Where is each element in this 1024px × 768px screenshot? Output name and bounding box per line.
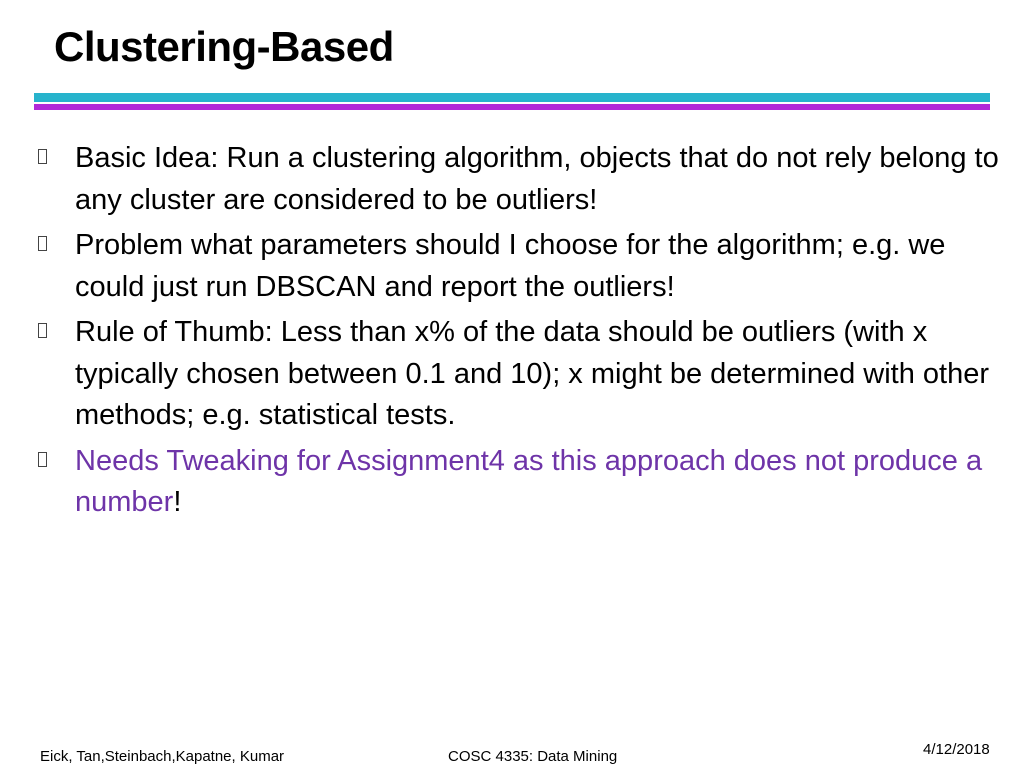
footer-course: COSC 4335: Data Mining [448, 748, 618, 765]
bullet-item [34, 312, 1002, 437]
bullet-box-icon [38, 452, 47, 467]
bullet-box-icon [38, 236, 47, 251]
bullet-item [34, 138, 1002, 221]
bullet-tail-text: ! [173, 486, 182, 518]
bullet-text: Basic Idea: Run a clustering algorithm, objects that do not rely belong to any cluster are considered to be outliers! [75, 142, 999, 216]
bullet-list [34, 138, 1002, 528]
footer-date: 4/12/2018 [923, 741, 990, 758]
bullet-text: Rule of Thumb: Less than x% of the data should be outliers (with x typically chosen between 0.1 and 10); x might be determined with other methods; e.g. statistical tests. [75, 316, 990, 431]
title-rule-bottom [34, 104, 990, 110]
slide-title: Clustering-Based [54, 23, 394, 70]
title-rule-top [34, 93, 990, 102]
bullet-highlight-text: Needs Tweaking for Assignment4 as this approach does not produce a number [75, 444, 983, 518]
bullet-item [34, 441, 1002, 524]
bullet-box-icon [38, 149, 47, 164]
footer-authors: Eick, Tan,Steinbach,Kapatne, Kumar [40, 748, 285, 765]
bullet-box-icon [38, 323, 47, 338]
bullet-text: Problem what parameters should I choose for the algorithm; e.g. we could just run DBSCAN and report the outliers! [75, 229, 946, 303]
bullet-item [34, 225, 1002, 308]
